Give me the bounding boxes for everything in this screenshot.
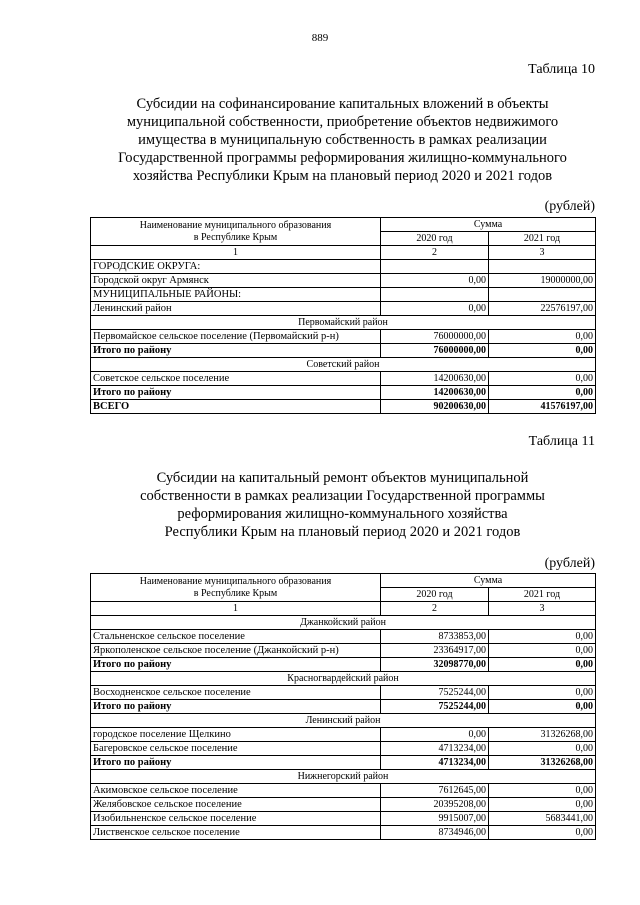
value-2020: 4713234,00 — [381, 742, 489, 756]
header-sum: Сумма — [381, 574, 596, 588]
value-2021: 41576197,00 — [489, 400, 596, 414]
header-2021: 2021 год — [489, 232, 596, 246]
value-2021 — [489, 288, 596, 302]
total-row — [91, 344, 596, 358]
value-2020: 20395208,00 — [381, 798, 489, 812]
section-title: Нижнегорский район — [91, 770, 596, 784]
row-name: Восходненское сельское поселение — [91, 686, 381, 700]
table-row — [91, 728, 596, 742]
row-name: Итого по району — [91, 700, 381, 714]
title-line: Субсидии на софинансирование капитальных вложений в объекты — [136, 96, 549, 112]
value-2021: 19000000,00 — [489, 274, 596, 288]
value-2020: 14200630,00 — [381, 372, 489, 386]
table-row — [91, 274, 596, 288]
table-10-label: Таблица 10 — [528, 62, 595, 77]
total-row — [91, 700, 596, 714]
value-2021: 0,00 — [489, 330, 596, 344]
table-row — [91, 288, 596, 302]
value-2021: 0,00 — [489, 344, 596, 358]
row-name: Багеровское сельское поселение — [91, 742, 381, 756]
header-2020: 2020 год — [381, 588, 489, 602]
row-name: Итого по району — [91, 756, 381, 770]
section-title: Советский район — [91, 358, 596, 372]
total-row — [91, 386, 596, 400]
value-2020: 8733853,00 — [381, 630, 489, 644]
page-number: 889 — [311, 32, 329, 44]
title-line: муниципальной собственности, приобретение объектов недвижимого — [126, 114, 559, 130]
header-2021: 2021 год — [489, 588, 596, 602]
section-title: Ленинский район — [91, 714, 596, 728]
table-row — [91, 330, 596, 344]
column-number: 1 — [91, 246, 381, 260]
value-2021: 5683441,00 — [489, 812, 596, 826]
row-name: Итого по району — [91, 344, 381, 358]
table-10-units: (рублей) — [544, 199, 595, 214]
table-10-title — [90, 95, 595, 185]
row-name: Яркополенское сельское поселение (Джанкойский р-н) — [91, 644, 381, 658]
value-2021: 0,00 — [489, 686, 596, 700]
row-name: Лиственское сельское поселение — [91, 826, 381, 840]
row-name: Желябовское сельское поселение — [91, 798, 381, 812]
column-number: 2 — [381, 246, 489, 260]
header-name-cell — [91, 218, 381, 246]
value-2020: 90200630,00 — [381, 400, 489, 414]
value-2021: 0,00 — [489, 644, 596, 658]
row-name: МУНИЦИПАЛЬНЫЕ РАЙОНЫ: — [91, 288, 381, 302]
header-name-line: в Республике Крым — [193, 587, 278, 599]
value-2021: 0,00 — [489, 700, 596, 714]
section-title: Джанкойский район — [91, 616, 596, 630]
value-2020: 0,00 — [381, 274, 489, 288]
value-2020: 7525244,00 — [381, 700, 489, 714]
table-row — [91, 798, 596, 812]
value-2020: 76000000,00 — [381, 330, 489, 344]
table-11-units: (рублей) — [544, 556, 595, 571]
header-name-line: Наименование муниципального образования — [139, 219, 332, 231]
value-2021: 0,00 — [489, 826, 596, 840]
title-line: хозяйства Республики Крым на плановый период 2020 и 2021 годов — [132, 168, 553, 184]
title-line: имущества в муниципальную собственность в рамках реализации — [138, 132, 547, 148]
value-2020: 7525244,00 — [381, 686, 489, 700]
header-name-line: в Республике Крым — [193, 231, 278, 243]
table-row — [91, 260, 596, 274]
value-2020: 0,00 — [381, 302, 489, 316]
value-2020: 4713234,00 — [381, 756, 489, 770]
value-2021: 22576197,00 — [489, 302, 596, 316]
title-line: реформирования жилищно-коммунального хозяйства — [177, 506, 508, 522]
value-2020: 7612645,00 — [381, 784, 489, 798]
table-row — [91, 302, 596, 316]
table-11-label: Таблица 11 — [528, 434, 595, 449]
row-name: Акимовское сельское поселение — [91, 784, 381, 798]
section-row — [91, 770, 596, 784]
header-name-line: Наименование муниципального образования — [139, 575, 332, 587]
column-number: 3 — [489, 246, 596, 260]
row-name: Советское сельское поселение — [91, 372, 381, 386]
section-row — [91, 714, 596, 728]
header-2020: 2020 год — [381, 232, 489, 246]
value-2021: 0,00 — [489, 798, 596, 812]
section-row — [91, 672, 596, 686]
row-name: Стальненское сельское поселение — [91, 630, 381, 644]
value-2020: 76000000,00 — [381, 344, 489, 358]
value-2020: 0,00 — [381, 728, 489, 742]
table-row — [91, 784, 596, 798]
header-name-cell — [91, 574, 381, 602]
section-title: Красногвардейский район — [91, 672, 596, 686]
table-row — [91, 812, 596, 826]
value-2020: 9915007,00 — [381, 812, 489, 826]
value-2021: 0,00 — [489, 742, 596, 756]
total-row — [91, 658, 596, 672]
value-2021: 31326268,00 — [489, 756, 596, 770]
section-row — [91, 316, 596, 330]
section-row — [91, 358, 596, 372]
value-2020 — [381, 260, 489, 274]
row-name: городское поселение Щелкино — [91, 728, 381, 742]
row-name: Городской округ Армянск — [91, 274, 381, 288]
column-number: 1 — [91, 602, 381, 616]
column-number: 2 — [381, 602, 489, 616]
value-2021: 0,00 — [489, 658, 596, 672]
table-11 — [90, 573, 596, 840]
row-name: Первомайское сельское поселение (Первомайский р-н) — [91, 330, 381, 344]
value-2020: 8734946,00 — [381, 826, 489, 840]
value-2020: 23364917,00 — [381, 644, 489, 658]
total-row — [91, 756, 596, 770]
value-2021: 0,00 — [489, 372, 596, 386]
title-line: Республики Крым на плановый период 2020 и 2021 годов — [164, 524, 521, 540]
section-row — [91, 616, 596, 630]
value-2021: 0,00 — [489, 630, 596, 644]
table-row — [91, 630, 596, 644]
table-11-title — [90, 469, 595, 541]
row-name: Итого по району — [91, 658, 381, 672]
value-2021: 31326268,00 — [489, 728, 596, 742]
row-name: Ленинский район — [91, 302, 381, 316]
table-row — [91, 686, 596, 700]
title-line: Субсидии на капитальный ремонт объектов муниципальной — [156, 470, 529, 486]
value-2020 — [381, 288, 489, 302]
row-name: Итого по району — [91, 386, 381, 400]
total-row — [91, 400, 596, 414]
title-line: Государственной программы реформирования жилищно-коммунального — [118, 150, 567, 166]
header-sum: Сумма — [381, 218, 596, 232]
value-2020: 32098770,00 — [381, 658, 489, 672]
row-name: ГОРОДСКИЕ ОКРУГА: — [91, 260, 381, 274]
title-line: собственности в рамках реализации Государственной программы — [140, 488, 545, 504]
row-name: Изобильненское сельское поселение — [91, 812, 381, 826]
value-2021 — [489, 260, 596, 274]
table-row — [91, 742, 596, 756]
table-row — [91, 644, 596, 658]
table-row — [91, 826, 596, 840]
row-name: ВСЕГО — [91, 400, 381, 414]
section-title: Первомайский район — [91, 316, 596, 330]
table-10 — [90, 217, 596, 414]
column-number: 3 — [489, 602, 596, 616]
value-2020: 14200630,00 — [381, 386, 489, 400]
value-2021: 0,00 — [489, 784, 596, 798]
value-2021: 0,00 — [489, 386, 596, 400]
table-row — [91, 372, 596, 386]
